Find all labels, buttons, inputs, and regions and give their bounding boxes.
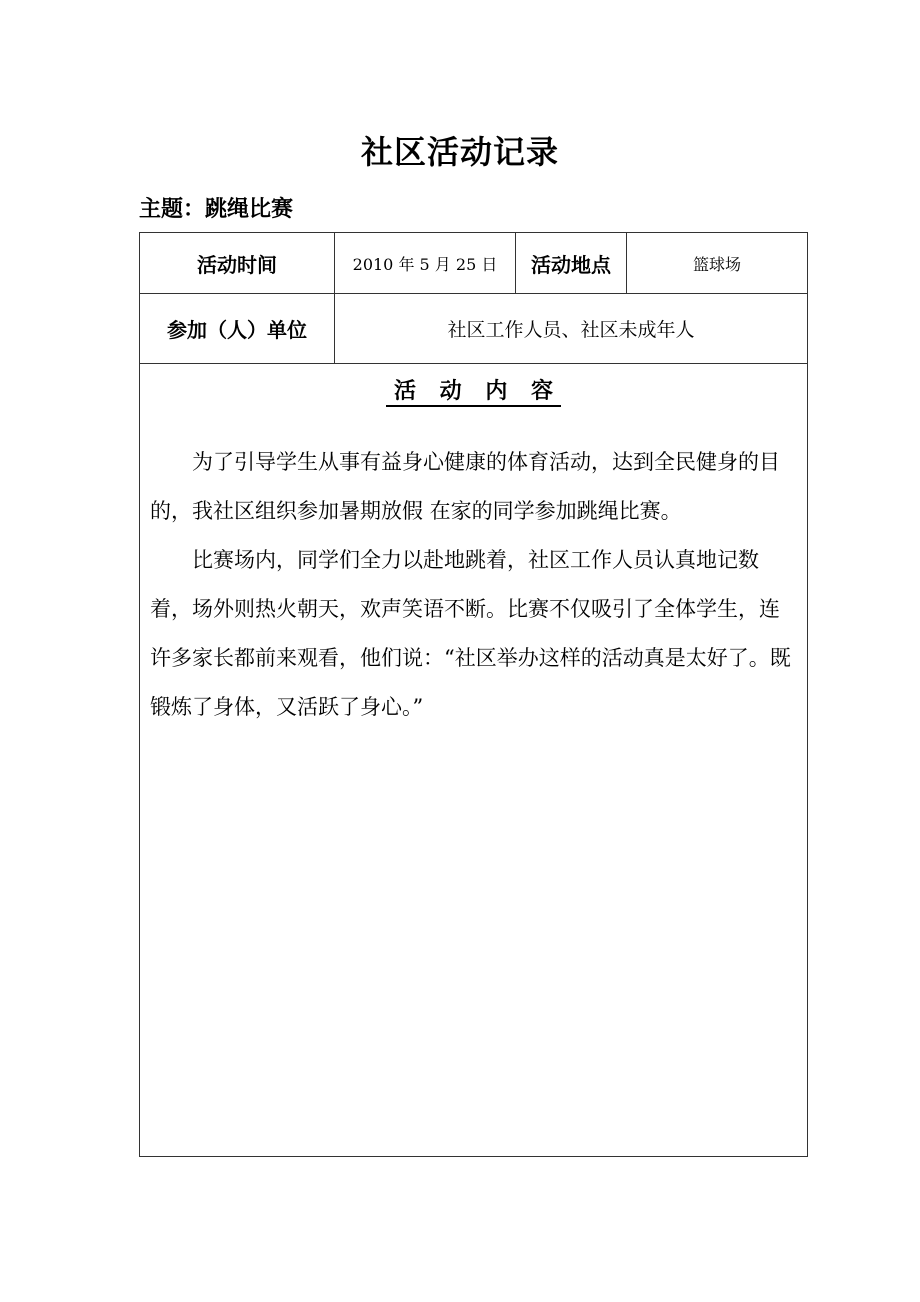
activity-record-table — [139, 232, 808, 1157]
content-paragraph: 为了引导学生从事有益身心健康的体育活动，达到全民健身的目的，我社区组织参加暑期放假 在家的同学参加跳绳比赛。 — [150, 450, 780, 523]
topic-line: 主题：跳绳比赛 — [139, 197, 294, 222]
content-heading — [140, 376, 807, 408]
time-value: 2010 年 5 月 25 日 — [335, 233, 516, 294]
content-heading-text: 活 动 内 容 — [386, 379, 561, 407]
content-row — [140, 364, 808, 1157]
participants-label: 参加（人）单位 — [140, 294, 335, 364]
time-place-row — [140, 233, 808, 294]
content-cell — [140, 364, 808, 1157]
participants-row — [140, 294, 808, 364]
participants-value: 社区工作人员、社区未成年人 — [335, 294, 808, 364]
time-label: 活动时间 — [140, 233, 335, 294]
place-value: 篮球场 — [627, 233, 808, 294]
document-title: 社区活动记录 — [360, 133, 559, 171]
place-label: 活动地点 — [516, 233, 627, 294]
content-body — [140, 408, 807, 732]
content-paragraph: 比赛场内，同学们全力以赴地跳着，社区工作人员认真地记数着，场外则热火朝天，欢声笑语不断。比赛不仅吸引了全体学生，连许多家长都前来观看，他们说：“社区举办这样的活动真是太好了。既锻炼了身体，又活跃了身心。” — [150, 548, 791, 719]
